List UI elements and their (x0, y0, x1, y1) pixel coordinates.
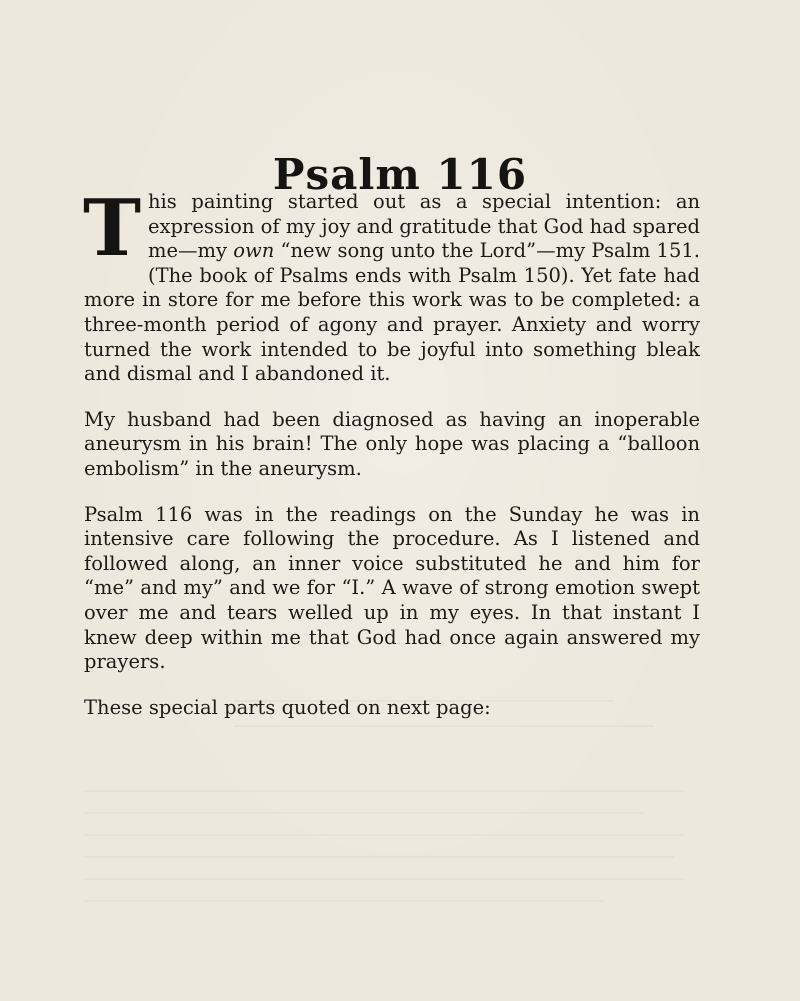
paragraph-intro-lead: his painting started out as a special intention: an expression of my joy and gratitude that God had spared me—my (148, 190, 700, 263)
paragraph-readings: Psalm 116 was in the readings on the Sunday he was in intensive care following the procedure. As I listened and followed along, an inner voice substituted he and him for “me” and my” and we for “I.” A wave of strong emotion swept over me and tears welled up in my eyes. In that instant I knew deep within me that God had once again answered my prayers. (84, 502, 700, 674)
page-title: Psalm 116 (272, 150, 528, 200)
drop-cap-letter: T (82, 183, 142, 274)
paragraph-diagnosis: My husband had been diagnosed as having an inoperable aneurysm in his brain! The only hope was placing a “balloon embolism” in the aneurysm. (84, 407, 700, 480)
body-text (82, 183, 700, 741)
paragraph-intro (82, 183, 700, 387)
paragraph-next-page: These special parts quoted on next page: (84, 695, 491, 719)
emphasis-own: own (233, 239, 275, 263)
paragraph-intro-rest: “new song unto the Lord”—my Psalm 151. (The book of Psalms ends with Psalm 150). Yet fate had more in store for me before this work was to be completed: a three-month period of agony and prayer. Anxiety and worry turned the work intended to be joyful into something bleak and dismal and I abandoned it. (84, 239, 700, 386)
